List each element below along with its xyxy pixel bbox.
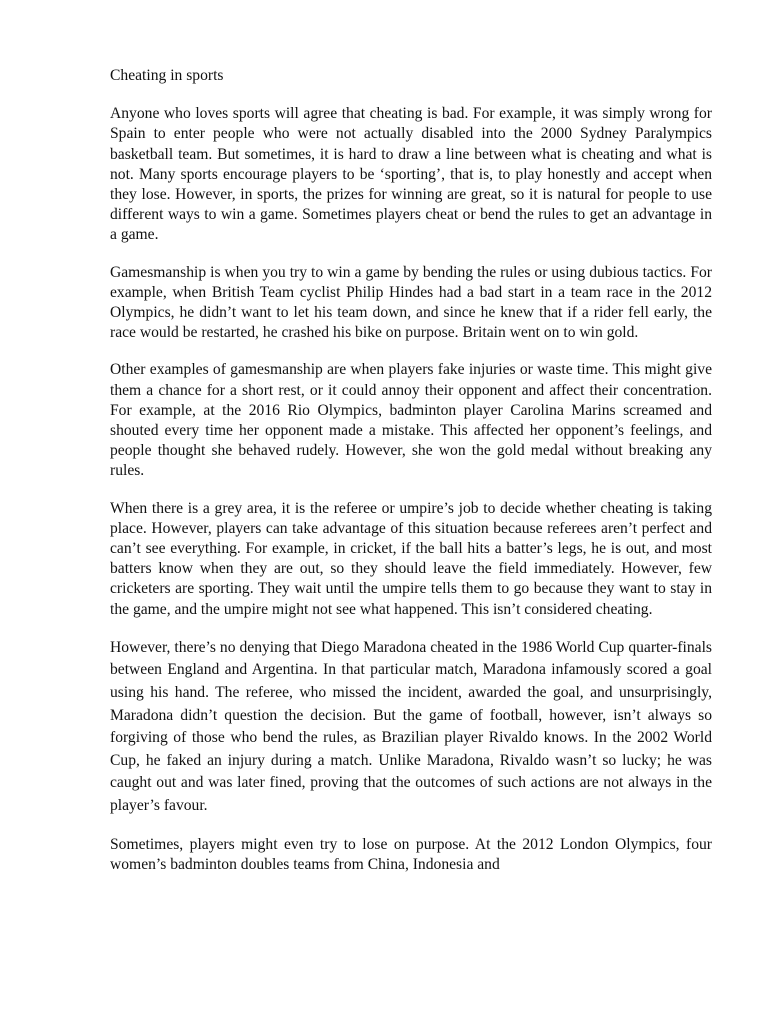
paragraph-lose-on-purpose: Sometimes, players might even try to lose on purpose. At the 2012 London Olympics, four women’s badminton doubles teams from China, Indonesia and (110, 835, 712, 873)
paragraph-maradona: However, there’s no denying that Diego Maradona cheated in the 1986 World Cup quarter-finals between England and Argentina. In that particular match, Maradona infamously scored a goal using his hand. The referee, who missed the incident, awarded the goal, and unsurprisingly, Maradona didn’t question the decision. But the game of football, however, isn’t always so forgiving of those who bend the rules, as Brazilian player Rivaldo knows. In the 2002 World Cup, he faked an injury during a match. Unlike Maradona, Rivaldo wasn’t so lucky; he was caught out and was later fined, proving that the outcomes of such actions are not always in the player’s favour. (110, 638, 712, 815)
document-title: Cheating in sports (110, 67, 224, 84)
paragraph-intro: Anyone who loves sports will agree that cheating is bad. For example, it was simply wrong for Spain to enter people who were not actually disabled into the 2000 Sydney Paralympics basketball team. But sometimes, it is hard to draw a line between what is cheating and what is not. Many sports encourage players to be ‘sporting’, that is, to play honestly and accept when they lose. However, in sports, the prizes for winning are great, so it is natural for people to use different ways to win a game. Sometimes players cheat or bend the rules to get an advantage in a game. (110, 105, 712, 244)
paragraph-grey-area: When there is a grey area, it is the referee or umpire’s job to decide whether cheating is taking place. However, players can take advantage of this situation because referees aren’t perfect and can’t see everything. For example, in cricket, if the ball hits a batter’s legs, he is out, and most batters know when they are out, so they should leave the field immediately. However, few cricketers are sporting. They wait until the umpire tells them to go because they want to stay in the game, and the umpire might not see what happened. This isn’t considered cheating. (110, 499, 712, 618)
document-page (110, 66, 712, 892)
paragraph-gamesmanship: Gamesmanship is when you try to win a game by bending the rules or using dubious tactics. For example, when British Team cyclist Philip Hindes had a bad start in a team race in the 2012 Olympics, he didn’t want to let his team down, and since he knew that if a rider fell early, the race would be restarted, he crashed his bike on purpose. Britain went on to win gold. (110, 263, 712, 342)
paragraph-other-examples: Other examples of gamesmanship are when players fake injuries or waste time. This might give them a chance for a short rest, or it could annoy their opponent and affect their concentration. For example, at the 2016 Rio Olympics, badminton player Carolina Marins screamed and shouted every time her opponent made a mistake. This affected her opponent’s feelings, and people thought she behaved rudely. However, she won the gold medal without breaking any rules. (110, 361, 712, 480)
